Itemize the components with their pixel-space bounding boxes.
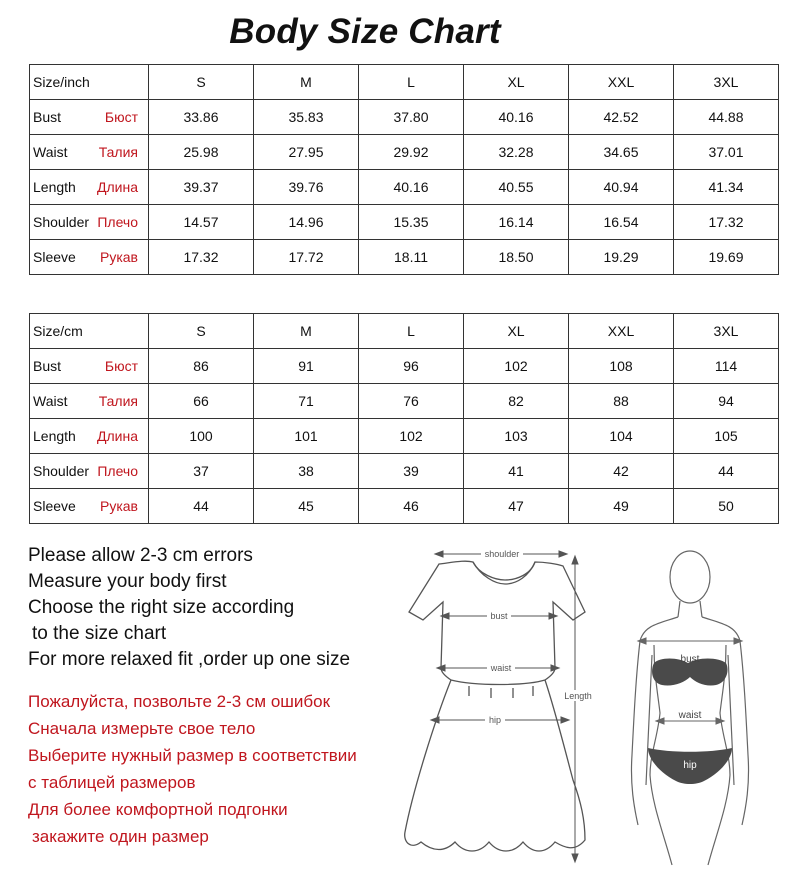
header-cell: M (254, 314, 359, 349)
table-cell: 46 (359, 489, 464, 524)
table-cell: 37.80 (359, 100, 464, 135)
hip-label: hip (683, 760, 697, 771)
header-cell: Size/cm (30, 314, 149, 349)
table-cell: 100 (149, 419, 254, 454)
table-cell: 18.50 (464, 240, 569, 275)
table-row (30, 489, 779, 524)
table-row (30, 384, 779, 419)
table-cell: 44 (149, 489, 254, 524)
cm-size-table (29, 313, 779, 524)
length-arrow-top (572, 556, 578, 564)
table-cell: 37.01 (674, 135, 779, 170)
note-line-ru: с таблицей размеров (28, 773, 196, 792)
dress-neckline (473, 562, 535, 584)
table-cell: 49 (569, 489, 674, 524)
table-cell: 33.86 (149, 100, 254, 135)
head-outline (670, 551, 710, 603)
row-label-en: Length (33, 428, 76, 444)
waist-arrow-left (656, 718, 664, 724)
table-row (30, 240, 779, 275)
header-cell: 3XL (674, 65, 779, 100)
table-cell: 27.95 (254, 135, 359, 170)
table-cell: 101 (254, 419, 359, 454)
note-line-ru: Выберите нужный размер в соответствии (28, 746, 357, 765)
header-cell: XXL (569, 65, 674, 100)
row-label-en: Waist (33, 393, 68, 409)
table-cell: 40.16 (359, 170, 464, 205)
table-cell: 71 (254, 384, 359, 419)
waist-label: waist (490, 663, 512, 673)
bust-label: bust (680, 654, 700, 665)
table-cell: 25.98 (149, 135, 254, 170)
table-cell: 82 (464, 384, 569, 419)
shoulder-arrow-right (559, 551, 567, 557)
notes-english (28, 543, 350, 673)
inch-size-table (29, 64, 779, 275)
table-row (30, 454, 779, 489)
table-cell: 17.72 (254, 240, 359, 275)
page-title: Body Size Chart (229, 12, 501, 51)
table-cell: 40.55 (464, 170, 569, 205)
table-cell: 34.65 (569, 135, 674, 170)
row-label (30, 170, 149, 205)
table-cell: 19.69 (674, 240, 779, 275)
dress-diagram (395, 540, 610, 865)
table-cell: 29.92 (359, 135, 464, 170)
header-cell: L (359, 314, 464, 349)
table-cell: 17.32 (149, 240, 254, 275)
header-cell: S (149, 314, 254, 349)
table-cell: 17.32 (674, 205, 779, 240)
row-label-en: Shoulder (33, 463, 90, 479)
table-row (30, 349, 779, 384)
note-line: Please allow 2-3 cm errors (28, 545, 253, 566)
table-cell: 18.11 (359, 240, 464, 275)
table-cell: 38 (254, 454, 359, 489)
table-cell: 102 (464, 349, 569, 384)
row-label-ru: Длина (97, 428, 138, 444)
row-label-en: Bust (33, 358, 62, 374)
header-cell: XL (464, 65, 569, 100)
table-cell: 114 (674, 349, 779, 384)
note-line-ru: Для более комфортной подгонки (28, 800, 288, 819)
length-arrow-bottom (572, 854, 578, 862)
row-label (30, 419, 149, 454)
header-cell: L (359, 65, 464, 100)
row-label-en: Waist (33, 144, 68, 160)
row-label (30, 489, 149, 524)
row-label (30, 384, 149, 419)
table-cell: 66 (149, 384, 254, 419)
header-cell: S (149, 65, 254, 100)
note-line-ru: Пожалуйста, позвольте 2-3 см ошибок (28, 692, 331, 711)
table-row (30, 205, 779, 240)
table-cell: 105 (674, 419, 779, 454)
row-label (30, 240, 149, 275)
table-cell: 47 (464, 489, 569, 524)
table-row (30, 170, 779, 205)
table-cell: 39 (359, 454, 464, 489)
table-cell: 35.83 (254, 100, 359, 135)
row-label (30, 349, 149, 384)
table-cell: 42.52 (569, 100, 674, 135)
dress-outline (405, 561, 585, 851)
row-label (30, 135, 149, 170)
row-label (30, 100, 149, 135)
row-label-ru: Плечо (97, 463, 138, 479)
body-diagram (620, 545, 790, 870)
table-header-row (30, 314, 779, 349)
row-label-ru: Рукав (100, 249, 138, 265)
row-label-ru: Талия (98, 393, 138, 409)
row-label-en: Length (33, 179, 76, 195)
table-cell: 16.54 (569, 205, 674, 240)
table-cell: 42 (569, 454, 674, 489)
table-cell: 40.94 (569, 170, 674, 205)
note-line-ru: закажите один размер (32, 827, 209, 846)
table-cell: 88 (569, 384, 674, 419)
row-label-ru: Плечо (97, 214, 138, 230)
bust-label: bust (490, 611, 508, 621)
table-cell: 32.28 (464, 135, 569, 170)
table-cell: 40.16 (464, 100, 569, 135)
header-cell: XXL (569, 314, 674, 349)
table-cell: 76 (359, 384, 464, 419)
table-cell: 39.37 (149, 170, 254, 205)
header-cell: M (254, 65, 359, 100)
row-label-ru: Длина (97, 179, 138, 195)
row-label-ru: Талия (98, 144, 138, 160)
table-row (30, 135, 779, 170)
row-label-ru: Рукав (100, 498, 138, 514)
table-cell: 37 (149, 454, 254, 489)
header-cell: XL (464, 314, 569, 349)
table-cell: 108 (569, 349, 674, 384)
table-cell: 41.34 (674, 170, 779, 205)
table-row (30, 100, 779, 135)
hip-label: hip (488, 715, 502, 725)
hip-arrow-right (561, 717, 569, 723)
table-row (30, 419, 779, 454)
waist-arrow-right (716, 718, 724, 724)
note-line: Measure your body first (28, 571, 227, 592)
row-label-en: Sleeve (33, 249, 76, 265)
waist-label: waist (678, 710, 702, 721)
table-cell: 103 (464, 419, 569, 454)
table-cell: 45 (254, 489, 359, 524)
note-line: For more relaxed fit ,order up one size (28, 649, 351, 670)
table-cell: 14.57 (149, 205, 254, 240)
table-cell: 44.88 (674, 100, 779, 135)
table-cell: 102 (359, 419, 464, 454)
table-cell: 39.76 (254, 170, 359, 205)
row-label-ru: Бюст (104, 109, 138, 125)
row-label-en: Bust (33, 109, 62, 125)
note-line: to the size chart (32, 623, 167, 644)
table-cell: 91 (254, 349, 359, 384)
table-header-row (30, 65, 779, 100)
table-cell: 16.14 (464, 205, 569, 240)
table-cell: 19.29 (569, 240, 674, 275)
table-cell: 44 (674, 454, 779, 489)
dress-waist-seam (451, 680, 545, 685)
table-cell: 41 (464, 454, 569, 489)
shoulder-arrow-left (435, 551, 443, 557)
header-cell: Size/inch (30, 65, 149, 100)
note-line-ru: Сначала измерьте свое тело (28, 719, 256, 738)
shoulder-label: shoulder (484, 549, 520, 559)
row-label-ru: Бюст (104, 358, 138, 374)
table-cell: 86 (149, 349, 254, 384)
table-cell: 94 (674, 384, 779, 419)
dress-pleats (469, 686, 533, 698)
row-label-en: Sleeve (33, 498, 76, 514)
table-cell: 14.96 (254, 205, 359, 240)
row-label (30, 454, 149, 489)
header-cell: 3XL (674, 314, 779, 349)
table-cell: 15.35 (359, 205, 464, 240)
row-label (30, 205, 149, 240)
table-cell: 50 (674, 489, 779, 524)
note-line: Choose the right size according (28, 597, 295, 618)
table-cell: 96 (359, 349, 464, 384)
row-label-en: Shoulder (33, 214, 90, 230)
length-label: Length (564, 691, 592, 701)
table-cell: 104 (569, 419, 674, 454)
notes-russian (28, 688, 357, 850)
